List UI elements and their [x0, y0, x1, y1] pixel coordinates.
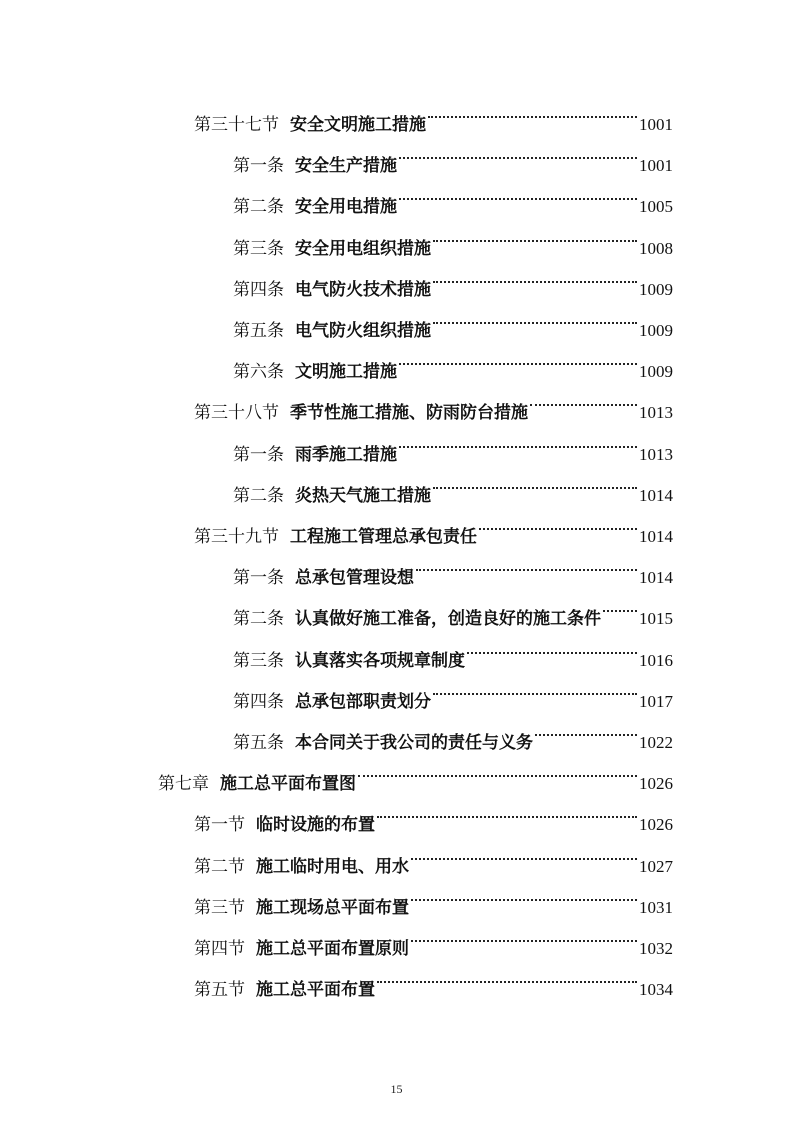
toc-leader-dots	[433, 296, 637, 336]
toc-entry-label: 第二条	[233, 609, 284, 630]
toc-entry-label: 第三条	[233, 650, 284, 671]
toc-entry-label: 第五节	[194, 980, 245, 1001]
toc-entry-title: 施工总平面布置原则	[256, 939, 409, 959]
toc-entry-label: 第二条	[233, 197, 284, 218]
toc-entry[interactable]	[194, 502, 673, 547]
toc-entry-label: 第四条	[233, 691, 284, 712]
toc-entry-page-number: 1001	[639, 156, 673, 176]
toc-entry-title: 临时设施的布置	[256, 815, 375, 836]
toc-entry-page-number: 1001	[639, 115, 673, 134]
toc-leader-dots	[603, 584, 637, 624]
toc-entry-title: 炎热天气施工措施	[295, 485, 431, 506]
toc-entry[interactable]	[194, 790, 673, 836]
toc-entry-label: 第一条	[233, 568, 284, 589]
toc-entry-label: 第六条	[233, 362, 284, 383]
toc-entry-title: 电气防火组织措施	[295, 321, 431, 341]
toc-leader-dots	[399, 172, 637, 212]
toc-entry[interactable]	[233, 461, 673, 506]
toc-leader-dots	[377, 955, 637, 995]
toc-leader-dots	[433, 667, 637, 707]
toc-leader-dots	[399, 420, 637, 460]
toc-entry-title: 总承包部职责划分	[295, 691, 431, 712]
toc-entry-page-number: 1015	[639, 609, 673, 629]
toc-entry-title: 施工总平面布置图	[220, 774, 356, 795]
toc-leader-dots	[411, 873, 637, 913]
toc-entry-title: 施工总平面布置	[256, 980, 375, 1001]
toc-entry[interactable]	[233, 255, 673, 300]
toc-entry-title: 安全生产措施	[295, 156, 397, 177]
toc-entry-page-number: 1013	[639, 403, 673, 423]
toc-entry-title: 安全用电组织措施	[295, 238, 431, 259]
toc-entry-title: 施工现场总平面布置	[256, 897, 409, 918]
toc-entry-title: 工程施工管理总承包责任	[290, 527, 477, 547]
toc-entry[interactable]	[233, 420, 673, 465]
toc-leader-dots	[411, 832, 637, 872]
toc-leader-dots	[377, 790, 637, 830]
toc-entry[interactable]	[194, 378, 673, 424]
toc-entry-label: 第七章	[158, 774, 209, 795]
toc-entry-label: 第三十七节	[194, 115, 279, 135]
toc-entry-page-number: 1017	[639, 691, 673, 711]
toc-entry[interactable]	[194, 90, 673, 135]
toc-leader-dots	[399, 131, 637, 171]
toc-entry[interactable]	[194, 955, 673, 1001]
toc-entry-label: 第五条	[233, 733, 284, 753]
toc-entry[interactable]	[194, 873, 673, 918]
toc-leader-dots	[358, 749, 637, 789]
toc-leader-dots	[433, 461, 637, 501]
toc-entry-title: 雨季施工措施	[295, 444, 397, 465]
toc-entry-page-number: 1034	[639, 980, 673, 1000]
page-number: 15	[390, 1082, 403, 1096]
toc-entry-label: 第一条	[233, 444, 284, 465]
toc-entry-title: 文明施工措施	[295, 362, 397, 383]
toc-leader-dots	[433, 214, 637, 254]
toc-entry-page-number: 1032	[639, 939, 673, 958]
toc-entry-title: 认真做好施工准备，创造良好的施工条件	[295, 609, 601, 630]
toc-leader-dots	[535, 708, 637, 748]
toc-entry-label: 第四节	[194, 939, 245, 959]
toc-entry-page-number: 1027	[639, 856, 673, 876]
toc-entry-page-number: 1013	[639, 444, 673, 464]
toc-entry-label: 第五条	[233, 321, 284, 341]
toc-entry-title: 本合同关于我公司的责任与义务	[295, 733, 533, 753]
toc-entry-label: 第三条	[233, 238, 284, 259]
toc-entry[interactable]	[233, 708, 673, 753]
toc-entry[interactable]	[233, 296, 673, 341]
toc-entry-title: 季节性施工措施、防雨防台措施	[290, 403, 528, 424]
toc-entry-label: 第一条	[233, 156, 284, 177]
toc-leader-dots	[411, 914, 637, 954]
toc-entry[interactable]	[194, 914, 673, 959]
toc-entry[interactable]	[233, 543, 673, 589]
toc-entry-label: 第三十九节	[194, 527, 279, 547]
toc-leader-dots	[399, 337, 637, 377]
toc-entry-title: 总承包管理设想	[295, 568, 414, 589]
toc-entry[interactable]	[233, 584, 673, 630]
toc-entry[interactable]	[194, 832, 673, 877]
toc-entry-title: 安全文明施工措施	[290, 115, 426, 135]
toc-entry-page-number: 1005	[639, 197, 673, 217]
toc-entry-page-number: 1026	[639, 774, 673, 794]
toc-entry-title: 施工临时用电、用水	[256, 856, 409, 877]
toc-entry-page-number: 1014	[639, 485, 673, 505]
toc-leader-dots	[416, 543, 637, 583]
toc-entry-label: 第四条	[233, 279, 284, 300]
toc-entry[interactable]	[233, 131, 673, 177]
toc-leader-dots	[428, 90, 637, 130]
toc-entry-page-number: 1008	[639, 238, 673, 258]
toc-entry-page-number: 1009	[639, 279, 673, 299]
toc-entry[interactable]	[233, 172, 673, 218]
toc-entry[interactable]	[233, 667, 673, 712]
toc-entry-label: 第二节	[194, 856, 245, 877]
toc-entry-page-number: 1022	[639, 733, 673, 752]
toc-entry[interactable]	[158, 749, 673, 795]
toc-entry-page-number: 1009	[639, 362, 673, 382]
toc-entry-label: 第一节	[194, 815, 245, 836]
toc-leader-dots	[530, 378, 637, 418]
toc-entry-page-number: 1014	[639, 527, 673, 546]
toc-entry-page-number: 1016	[639, 650, 673, 670]
toc-entry-title: 电气防火技术措施	[295, 279, 431, 300]
toc-entry-title: 安全用电措施	[295, 197, 397, 218]
toc-entry-label: 第三节	[194, 897, 245, 918]
toc-entry[interactable]	[233, 337, 673, 383]
toc-entry[interactable]	[233, 214, 673, 259]
toc-entry-label: 第二条	[233, 485, 284, 506]
toc-entry-page-number: 1009	[639, 321, 673, 340]
toc-entry-label: 第三十八节	[194, 403, 279, 424]
toc-entry-page-number: 1031	[639, 897, 673, 917]
toc-entry-page-number: 1014	[639, 568, 673, 588]
toc-entry-title: 认真落实各项规章制度	[295, 650, 465, 671]
toc-entry[interactable]	[233, 626, 673, 671]
toc-entry-page-number: 1026	[639, 815, 673, 835]
toc-leader-dots	[479, 502, 637, 542]
toc-leader-dots	[467, 626, 637, 666]
toc-leader-dots	[433, 255, 637, 295]
